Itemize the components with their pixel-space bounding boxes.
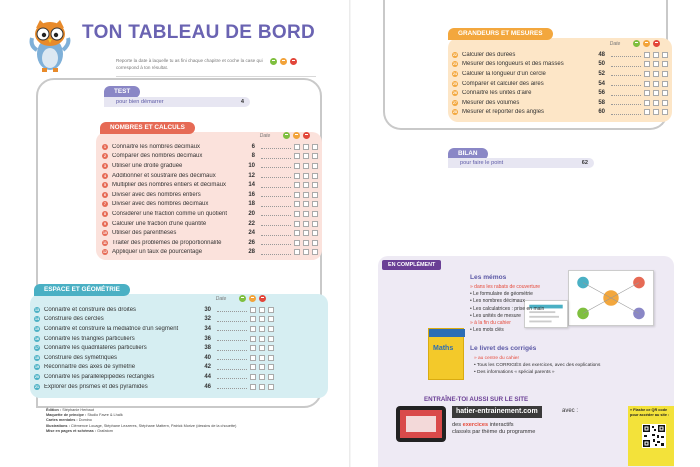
happy-checkbox[interactable]: [250, 326, 256, 332]
chapter-page: 34: [204, 325, 211, 332]
chapter-title: Connaître et construire des droites: [44, 306, 137, 313]
happy-checkbox[interactable]: [294, 173, 300, 179]
chapter-number: 14: [35, 317, 39, 322]
neutral-checkbox[interactable]: [653, 109, 659, 115]
complement-tag: EN COMPLÉMENT: [382, 260, 441, 270]
neutral-checkbox[interactable]: [259, 384, 265, 390]
sad-checkbox[interactable]: [662, 100, 668, 106]
neutral-checkbox[interactable]: [259, 326, 265, 332]
date-field[interactable]: [611, 71, 641, 76]
happy-checkbox[interactable]: [294, 192, 300, 198]
chapter-title: Comparer des nombres décimaux: [112, 153, 203, 160]
corriges-title: Le livret des corrigés: [470, 345, 537, 352]
happy-checkbox[interactable]: [250, 336, 256, 342]
date-field[interactable]: [217, 346, 247, 351]
chapter-number: 19: [35, 365, 39, 370]
sad-checkbox[interactable]: [312, 192, 318, 198]
chapter-page: 14: [248, 182, 255, 189]
chapter-number: 20: [35, 374, 39, 379]
date-column-label: Date: [609, 40, 621, 47]
date-field[interactable]: [261, 144, 291, 149]
sad-checkbox[interactable]: [268, 345, 274, 351]
chapter-title: Connaître les triangles particuliers: [44, 335, 135, 342]
chapter-title: Connaître les nombres décimaux: [112, 143, 201, 150]
chapter-title: Utiliser une droite graduée: [112, 162, 183, 169]
date-field[interactable]: [611, 62, 641, 67]
chapter-page: 44: [204, 373, 211, 380]
chapter-row: [452, 98, 668, 108]
happy-checkbox[interactable]: [644, 81, 650, 87]
happy-smiley-icon: [270, 58, 277, 65]
chapter-title: Mesurer des volumes: [462, 99, 520, 106]
intro-instructions: Reporte la date à laquelle tu as fini chaque chapitre et coche la case qui correspond à ton résultat.: [116, 58, 263, 70]
chapter-title: Calculer la longueur d'un cercle: [462, 70, 546, 77]
neutral-checkbox[interactable]: [653, 52, 659, 58]
chapter-number: 1: [102, 144, 108, 150]
chapter-row: [34, 372, 274, 382]
sad-checkbox[interactable]: [312, 201, 318, 207]
chapter-page: 6: [251, 143, 255, 150]
sad-checkbox[interactable]: [312, 230, 318, 236]
date-field[interactable]: [611, 100, 641, 105]
chapter-number: 2: [102, 153, 108, 159]
bilan-row-page: 62: [581, 160, 588, 166]
neutral-checkbox[interactable]: [259, 336, 265, 342]
neutral-smiley-icon: [293, 132, 300, 139]
test-row-page: 4: [240, 99, 244, 105]
chapter-row: [452, 69, 668, 79]
memo-item: • Les calculatrices : prise en main: [470, 305, 545, 312]
sad-checkbox[interactable]: [268, 326, 274, 332]
chapter-row: [34, 343, 274, 353]
sad-checkbox[interactable]: [312, 221, 318, 227]
chapter-row: [102, 190, 318, 200]
chapter-title: Calculer une fraction d'une quantité: [112, 220, 207, 227]
chapter-title: Mesurer et reporter des angles: [462, 109, 545, 116]
chapter-number: 11: [103, 240, 107, 245]
chapter-title: Connaître et construire la médiatrice d'un segment: [44, 325, 179, 332]
neutral-checkbox[interactable]: [303, 182, 309, 188]
nombres-list: [102, 142, 318, 257]
site-heading: ENTRAÎNE-TOI AUSSI SUR LE SITE: [424, 396, 529, 403]
happy-smiley-icon: [283, 132, 290, 139]
date-column-label: Date: [259, 132, 271, 139]
neutral-checkbox[interactable]: [259, 345, 265, 351]
chapter-row: [102, 209, 318, 219]
chapter-title: Calculer des durées: [462, 51, 516, 58]
sad-checkbox[interactable]: [662, 71, 668, 77]
chapter-number: 12: [103, 250, 107, 255]
neutral-smiley-icon: [280, 58, 287, 65]
sad-checkbox[interactable]: [268, 364, 274, 370]
chapter-number: 23: [453, 62, 457, 67]
grandeurs-list: [452, 50, 668, 117]
espace-list: [34, 305, 274, 391]
neutral-checkbox[interactable]: [653, 61, 659, 67]
credits: Édition : Stéphanie Herbaut Maquette de principe : Studio Favre & Lhaïk Cartes mentales : Domino Illustrations : Clémence Louage, Stéphane Lezzeres, Stéphane Mattern, Patrick Morize (dessins de la chouette) Mise en pages et schémas : Grafatom: [46, 408, 237, 433]
tablet-icon: [396, 406, 446, 442]
chapter-title: Mesurer des longueurs et des masses: [462, 61, 564, 68]
neutral-smiley-icon: [643, 40, 650, 47]
neutral-checkbox[interactable]: [303, 211, 309, 217]
happy-checkbox[interactable]: [250, 355, 256, 361]
chapter-row: [452, 60, 668, 70]
chapter-page: 8: [251, 153, 255, 160]
owl-mascot-icon: [28, 14, 72, 76]
chapter-number: 8: [102, 211, 108, 217]
chapter-row: [102, 238, 318, 248]
neutral-checkbox[interactable]: [303, 153, 309, 159]
happy-checkbox[interactable]: [250, 374, 256, 380]
espace-section-tag: ESPACE ET GÉOMÉTRIE: [34, 284, 130, 296]
sad-checkbox[interactable]: [268, 307, 274, 313]
chapter-row: [34, 305, 274, 315]
chapter-number: 3: [102, 163, 108, 169]
chapter-number: 6: [102, 192, 108, 198]
neutral-checkbox[interactable]: [259, 355, 265, 361]
neutral-checkbox[interactable]: [259, 307, 265, 313]
chapter-number: 16: [35, 336, 39, 341]
chapter-row: [34, 324, 274, 334]
chapter-title: Explorer des prismes et des pyramides: [44, 383, 148, 390]
happy-checkbox[interactable]: [644, 71, 650, 77]
chapter-page: 32: [204, 316, 211, 323]
date-field[interactable]: [261, 250, 291, 255]
sad-checkbox[interactable]: [662, 61, 668, 67]
sad-checkbox[interactable]: [312, 249, 318, 255]
chapter-row: [34, 382, 274, 392]
happy-checkbox[interactable]: [294, 163, 300, 169]
happy-checkbox[interactable]: [250, 345, 256, 351]
nombres-header: [250, 132, 310, 139]
neutral-checkbox[interactable]: [653, 90, 659, 96]
divider: [116, 76, 316, 77]
chapter-number: 15: [35, 326, 39, 331]
sad-checkbox[interactable]: [268, 336, 274, 342]
chapter-row: [452, 88, 668, 98]
date-field[interactable]: [261, 240, 291, 245]
chapter-number: 10: [103, 231, 107, 236]
chapter-page: 54: [598, 80, 605, 87]
qr-code-icon[interactable]: [642, 424, 666, 448]
happy-checkbox[interactable]: [644, 90, 650, 96]
chapter-title: Connaître les unités d'aire: [462, 90, 532, 97]
test-row-label: pour bien démarrer: [116, 99, 164, 105]
happy-checkbox[interactable]: [250, 384, 256, 390]
sad-checkbox[interactable]: [268, 384, 274, 390]
neutral-checkbox[interactable]: [653, 81, 659, 87]
sad-checkbox[interactable]: [662, 52, 668, 58]
book-band: [429, 329, 465, 337]
chapter-number: 27: [453, 100, 457, 105]
chapter-page: 46: [204, 383, 211, 390]
neutral-smiley-icon: [249, 295, 256, 302]
happy-checkbox[interactable]: [294, 240, 300, 246]
happy-checkbox[interactable]: [294, 249, 300, 255]
chapter-number: 26: [453, 91, 457, 96]
test-row: [104, 97, 250, 107]
bilan-row: [448, 158, 594, 168]
espace-header: [206, 295, 266, 302]
date-field[interactable]: [217, 384, 247, 389]
corriges-book-cover: [428, 328, 464, 380]
chapter-page: 48: [598, 51, 605, 58]
corriges-item: » au centre du cahier: [474, 356, 520, 361]
memo-mindmap-thumbnail: [568, 270, 654, 326]
sad-smiley-icon: [303, 132, 310, 139]
sad-checkbox[interactable]: [662, 90, 668, 96]
chapter-title: Diviser avec des nombres entiers: [112, 191, 201, 198]
chapter-page: 12: [248, 172, 255, 179]
sad-checkbox[interactable]: [312, 182, 318, 188]
chapter-title: Construire des cercles: [44, 316, 104, 323]
neutral-checkbox[interactable]: [303, 173, 309, 179]
sad-smiley-icon: [259, 295, 266, 302]
chapter-row: [34, 315, 274, 325]
chapter-page: 58: [598, 99, 605, 106]
chapter-row: [102, 171, 318, 181]
chapter-page: 40: [204, 354, 211, 361]
chapter-number: 13: [35, 307, 39, 312]
corriges-item: • Des informations « spécial parents »: [474, 369, 555, 375]
chapter-page: 22: [248, 220, 255, 227]
happy-smiley-icon: [239, 295, 246, 302]
date-field[interactable]: [261, 154, 291, 159]
page-title: TON TABLEAU DE BORD: [82, 22, 315, 43]
chapter-page: 20: [248, 210, 255, 217]
chapter-title: Comparer et calculer des aires: [462, 80, 544, 87]
chapter-page: 26: [248, 239, 255, 246]
chapter-page: 18: [248, 201, 255, 208]
sad-checkbox[interactable]: [312, 173, 318, 179]
neutral-checkbox[interactable]: [303, 249, 309, 255]
site-description: des exercices interactifs classés par thème du programme: [452, 422, 536, 436]
grandeurs-header: [600, 40, 660, 47]
chapter-number: 22: [453, 52, 457, 57]
chapter-row: [102, 219, 318, 229]
sad-checkbox[interactable]: [312, 211, 318, 217]
chapter-page: 38: [204, 345, 211, 352]
neutral-checkbox[interactable]: [303, 230, 309, 236]
chapter-page: 10: [248, 162, 255, 169]
sad-checkbox[interactable]: [312, 163, 318, 169]
date-field[interactable]: [261, 163, 291, 168]
date-field[interactable]: [261, 173, 291, 178]
nombres-section-tag: NOMBRES ET CALCULS: [100, 122, 195, 134]
chapter-number: 5: [102, 182, 108, 188]
neutral-checkbox[interactable]: [303, 163, 309, 169]
memo-item: • Les mots clés: [470, 327, 504, 334]
chapter-page: 50: [598, 61, 605, 68]
neutral-checkbox[interactable]: [653, 100, 659, 106]
chapter-title: Diviser avec des nombres décimaux: [112, 201, 209, 208]
chapter-row: [34, 334, 274, 344]
happy-checkbox[interactable]: [294, 153, 300, 159]
happy-checkbox[interactable]: [644, 109, 650, 115]
chapter-number: 4: [102, 173, 108, 179]
happy-smiley-icon: [633, 40, 640, 47]
chapter-page: 52: [598, 70, 605, 77]
date-column-label: Date: [215, 295, 227, 302]
date-field[interactable]: [217, 355, 247, 360]
date-field[interactable]: [217, 374, 247, 379]
neutral-checkbox[interactable]: [303, 201, 309, 207]
corriges-list: [474, 356, 600, 376]
happy-checkbox[interactable]: [294, 144, 300, 150]
happy-checkbox[interactable]: [294, 182, 300, 188]
date-field[interactable]: [611, 81, 641, 86]
chapter-number: 25: [453, 81, 457, 86]
smiley-legend: [270, 58, 297, 65]
chapter-title: Connaître les quadrilatères particuliers: [44, 345, 147, 352]
sad-checkbox[interactable]: [312, 240, 318, 246]
neutral-checkbox[interactable]: [303, 192, 309, 198]
site-avec: avec :: [562, 408, 579, 414]
memos-list: [470, 284, 544, 334]
happy-checkbox[interactable]: [644, 100, 650, 106]
chapter-number: 9: [102, 221, 108, 227]
chapter-number: 24: [453, 71, 457, 76]
chapter-title: Traiter des problèmes de proportionnalité: [112, 239, 222, 246]
chapter-page: 56: [598, 90, 605, 97]
date-field[interactable]: [261, 202, 291, 207]
chapter-title: Reconnaître des axes de symétrie: [44, 364, 136, 371]
chapter-title: Considérer une fraction comme un quotient: [112, 210, 228, 217]
date-field[interactable]: [611, 91, 641, 96]
sad-checkbox[interactable]: [662, 109, 668, 115]
chapter-row: [452, 108, 668, 118]
memo-item: • Les unités de mesure: [470, 312, 521, 319]
date-field[interactable]: [261, 192, 291, 197]
date-field[interactable]: [261, 231, 291, 236]
chapter-title: Connaître les parallélépipèdes rectangles: [44, 373, 155, 380]
chapter-number: 21: [35, 384, 39, 389]
date-field[interactable]: [217, 326, 247, 331]
neutral-checkbox[interactable]: [259, 316, 265, 322]
chapter-title: Construire des symétriques: [44, 354, 118, 361]
happy-checkbox[interactable]: [644, 52, 650, 58]
happy-checkbox[interactable]: [250, 307, 256, 313]
happy-checkbox[interactable]: [644, 61, 650, 67]
memo-item: » à la fin du cahier: [470, 320, 511, 327]
date-field[interactable]: [217, 365, 247, 370]
site-url[interactable]: hatier-entrainement.com: [452, 406, 542, 418]
happy-checkbox[interactable]: [294, 230, 300, 236]
chapter-page: 28: [248, 249, 255, 256]
date-field[interactable]: [217, 336, 247, 341]
chapter-page: 42: [204, 364, 211, 371]
chapter-row: [102, 228, 318, 238]
date-field[interactable]: [217, 307, 247, 312]
corriges-item: • Tous les CORRIGÉS des exercices, avec des explications: [474, 362, 601, 368]
chapter-row: [102, 200, 318, 210]
happy-checkbox[interactable]: [294, 201, 300, 207]
chapter-row: [34, 363, 274, 373]
bilan-section-tag: BILAN: [448, 148, 488, 160]
chapter-page: 30: [204, 306, 211, 313]
date-field[interactable]: [217, 317, 247, 322]
chapter-number: 28: [453, 110, 457, 115]
chapter-row: [102, 161, 318, 171]
memos-title: Les mémos: [470, 274, 507, 281]
neutral-checkbox[interactable]: [259, 364, 265, 370]
grandeurs-section-tag: GRANDEURS ET MESURES: [448, 28, 553, 40]
sad-smiley-icon: [653, 40, 660, 47]
chapter-row: [102, 142, 318, 152]
chapter-row: [452, 50, 668, 60]
neutral-checkbox[interactable]: [303, 240, 309, 246]
happy-checkbox[interactable]: [294, 221, 300, 227]
chapter-page: 60: [598, 109, 605, 116]
test-section-tag: TEST: [104, 86, 140, 98]
bilan-row-label: pour faire le point: [460, 160, 504, 166]
neutral-checkbox[interactable]: [653, 71, 659, 77]
happy-checkbox[interactable]: [250, 316, 256, 322]
date-field[interactable]: [261, 211, 291, 216]
qr-instructions: » Flashe ce QR code pour accéder au site :: [630, 408, 670, 417]
chapter-row: [452, 79, 668, 89]
chapter-row: [102, 248, 318, 258]
neutral-checkbox[interactable]: [303, 144, 309, 150]
date-field[interactable]: [261, 221, 291, 226]
sad-checkbox[interactable]: [312, 144, 318, 150]
neutral-checkbox[interactable]: [259, 374, 265, 380]
sad-checkbox[interactable]: [268, 374, 274, 380]
sad-smiley-icon: [290, 58, 297, 65]
chapter-number: 18: [35, 355, 39, 360]
memo-item: • Le formulaire de géométrie: [470, 291, 533, 298]
chapter-page: 36: [204, 335, 211, 342]
sad-checkbox[interactable]: [312, 153, 318, 159]
chapter-title: Utiliser des parenthèses: [112, 230, 177, 237]
chapter-title: Additionner et soustraire des décimaux: [112, 172, 216, 179]
sad-checkbox[interactable]: [268, 355, 274, 361]
memo-item: » dans les rabats de couverture: [470, 284, 541, 290]
happy-checkbox[interactable]: [250, 364, 256, 370]
chapter-page: 24: [248, 230, 255, 237]
date-field[interactable]: [611, 110, 641, 115]
chapter-title: Multiplier des nombres entiers et décimaux: [112, 182, 227, 189]
chapter-number: 7: [102, 201, 108, 207]
chapter-row: [102, 180, 318, 190]
date-field[interactable]: [261, 183, 291, 188]
chapter-title: Appliquer un taux de pourcentage: [112, 249, 203, 256]
chapter-row: [34, 353, 274, 363]
happy-checkbox[interactable]: [294, 211, 300, 217]
chapter-page: 16: [248, 191, 255, 198]
chapter-number: 17: [35, 346, 39, 351]
chapter-row: [102, 152, 318, 162]
sad-checkbox[interactable]: [268, 316, 274, 322]
book-title: Maths: [433, 345, 454, 352]
date-field[interactable]: [611, 52, 641, 57]
neutral-checkbox[interactable]: [303, 221, 309, 227]
memo-item: • Les nombres décimaux: [470, 298, 525, 305]
sad-checkbox[interactable]: [662, 81, 668, 87]
